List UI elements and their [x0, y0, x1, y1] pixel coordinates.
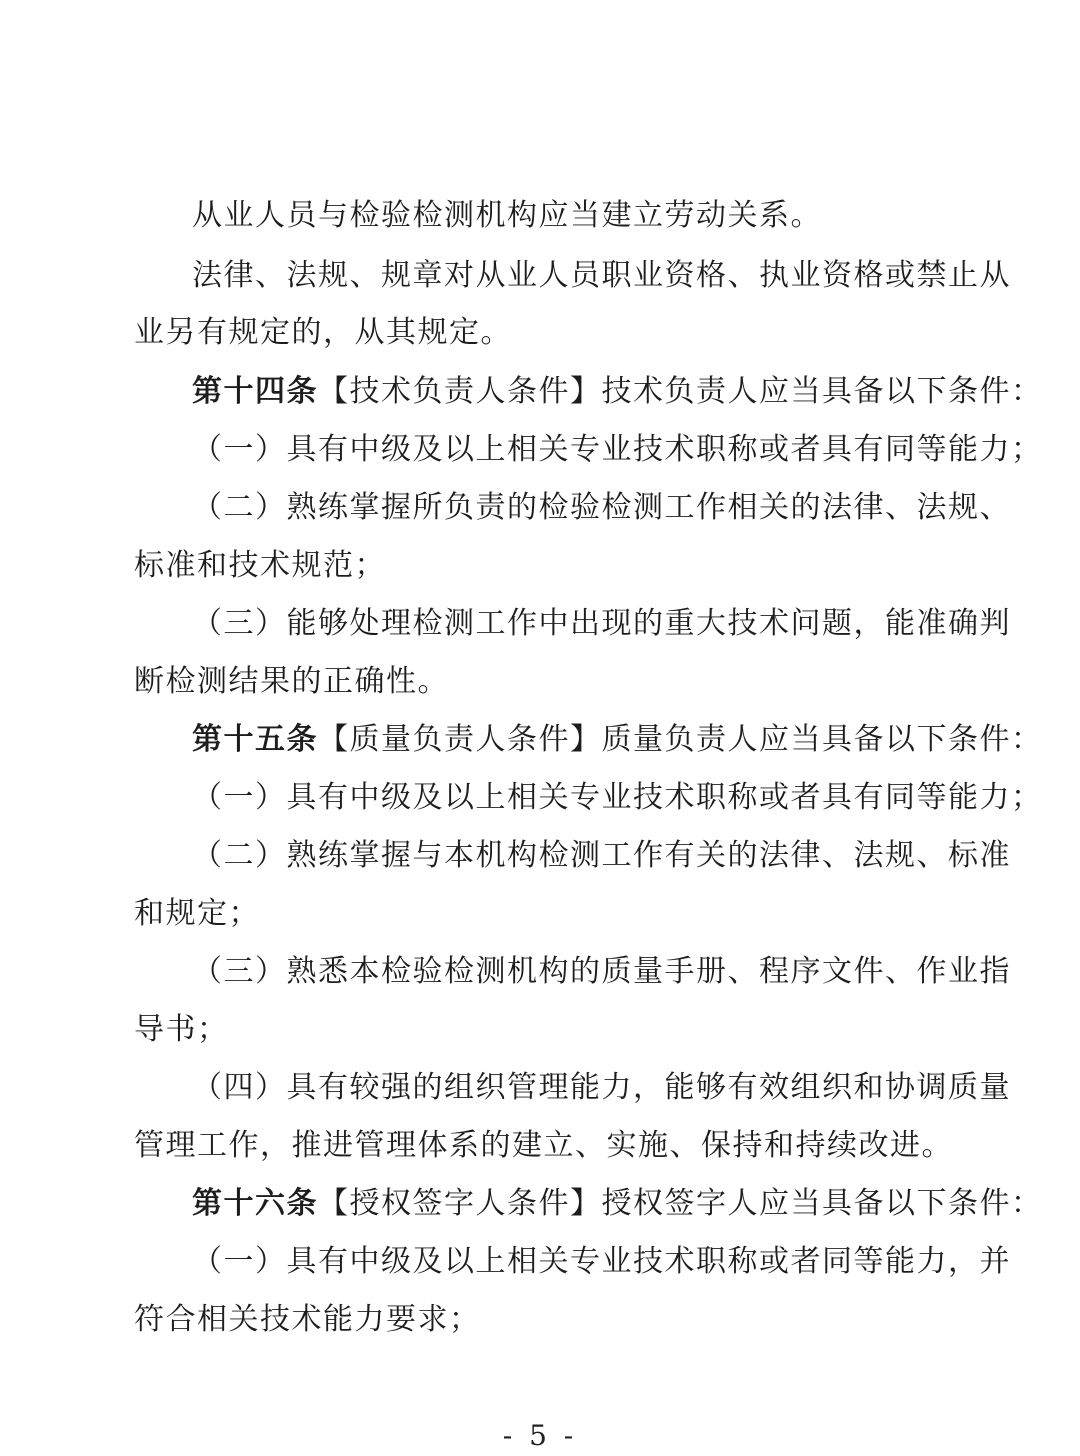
- article-15-text: 【质量负责人条件】质量负责人应当具备以下条件：: [318, 722, 1043, 757]
- paragraph-line: （二）熟练掌握与本机构检测工作有关的法律、法规、标准: [192, 838, 1011, 873]
- paragraph-line: 导书；: [134, 1012, 229, 1047]
- article-14-text: 【技术负责人条件】技术负责人应当具备以下条件：: [318, 374, 1043, 409]
- article-15-heading: 第十五条: [192, 722, 318, 757]
- paragraph-line: （一）具有中级及以上相关专业技术职称或者同等能力，并: [192, 1244, 1011, 1279]
- paragraph-line: 断检测结果的正确性。: [134, 664, 449, 699]
- paragraph-line: 符合相关技术能力要求；: [134, 1302, 481, 1337]
- paragraph-line: （四）具有较强的组织管理能力，能够有效组织和协调质量: [192, 1070, 1011, 1105]
- article-14-heading: 第十四条: [192, 374, 318, 409]
- page-number: - 5 -: [502, 1419, 578, 1452]
- paragraph-line: （一）具有中级及以上相关专业技术职称或者具有同等能力；: [192, 432, 1043, 467]
- article-15-line: [192, 720, 1080, 760]
- paragraph-line: 和规定；: [134, 896, 260, 931]
- paragraph-line: （二）熟练掌握所负责的检验检测工作相关的法律、法规、: [192, 490, 1011, 525]
- paragraph-line: （一）具有中级及以上相关专业技术职称或者具有同等能力；: [192, 780, 1043, 815]
- paragraph-line: （三）能够处理检测工作中出现的重大技术问题，能准确判: [192, 606, 1011, 641]
- article-16-text: 【授权签字人条件】授权签字人应当具备以下条件：: [318, 1186, 1043, 1221]
- paragraph-line: 从业人员与检验检测机构应当建立劳动关系。: [192, 198, 822, 233]
- paragraph-line: 法律、法规、规章对从业人员职业资格、执业资格或禁止从: [192, 258, 1011, 293]
- paragraph-line: （三）熟悉本检验检测机构的质量手册、程序文件、作业指: [192, 954, 1011, 989]
- article-14-line: [192, 372, 1080, 412]
- paragraph-line: 业另有规定的，从其规定。: [134, 315, 512, 350]
- paragraph-line: 标准和技术规范；: [134, 548, 386, 583]
- article-16-line: [192, 1184, 1080, 1224]
- article-16-heading: 第十六条: [192, 1186, 318, 1221]
- paragraph-line: 管理工作，推进管理体系的建立、实施、保持和持续改进。: [134, 1128, 953, 1163]
